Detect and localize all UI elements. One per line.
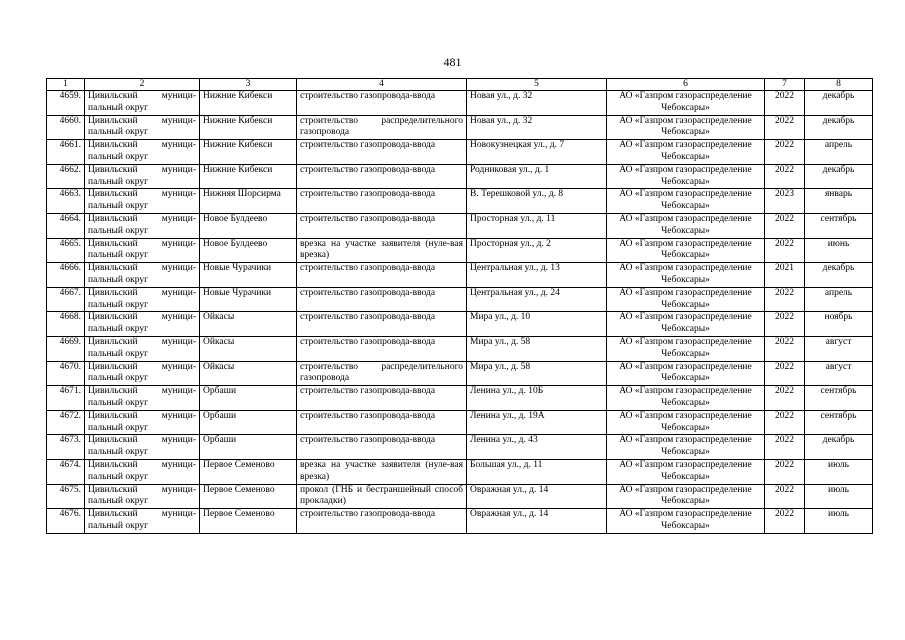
settlement-cell: Первое Семеново (200, 509, 297, 534)
address-cell: Просторная ул., д. 2 (467, 238, 607, 263)
row-number: 4675. (47, 484, 85, 509)
work-type-cell: строительство распределительного газопровода (297, 115, 467, 140)
month-cell: июль (805, 509, 873, 534)
row-number: 4670. (47, 361, 85, 386)
month-cell: сентябрь (805, 410, 873, 435)
row-number: 4660. (47, 115, 85, 140)
row-number: 4661. (47, 140, 85, 165)
organization-cell: АО «Газпром газораспределение Чебоксары» (607, 287, 765, 312)
organization-cell: АО «Газпром газораспределение Чебоксары» (607, 459, 765, 484)
work-type-cell: строительство газопровода-ввода (297, 164, 467, 189)
organization-cell: АО «Газпром газораспределение Чебоксары» (607, 410, 765, 435)
year-cell: 2022 (765, 287, 805, 312)
work-type-cell: строительство газопровода-ввода (297, 410, 467, 435)
district-cell: Цивильский муници-пальный округ (85, 336, 200, 361)
year-cell: 2022 (765, 213, 805, 238)
organization-cell: АО «Газпром газораспределение Чебоксары» (607, 263, 765, 288)
settlement-cell: Новое Булдеево (200, 213, 297, 238)
row-number: 4676. (47, 509, 85, 534)
row-number: 4668. (47, 312, 85, 337)
month-cell: август (805, 336, 873, 361)
row-number: 4665. (47, 238, 85, 263)
work-type-cell: строительство газопровода-ввода (297, 140, 467, 165)
organization-cell: АО «Газпром газораспределение Чебоксары» (607, 91, 765, 116)
settlement-cell: Новые Чурачики (200, 263, 297, 288)
table-row (47, 91, 873, 116)
organization-cell: АО «Газпром газораспределение Чебоксары» (607, 435, 765, 460)
district-cell: Цивильский муници-пальный округ (85, 361, 200, 386)
year-cell: 2022 (765, 140, 805, 165)
table-row (47, 115, 873, 140)
organization-cell: АО «Газпром газораспределение Чебоксары» (607, 509, 765, 534)
year-cell: 2022 (765, 312, 805, 337)
month-cell: июнь (805, 238, 873, 263)
address-cell: Новая ул., д. 32 (467, 115, 607, 140)
work-type-cell: врезка на участке заявителя (нуле-вая врезка) (297, 459, 467, 484)
district-cell: Цивильский муници-пальный округ (85, 287, 200, 312)
row-number: 4666. (47, 263, 85, 288)
district-cell: Цивильский муници-пальный округ (85, 459, 200, 484)
settlement-cell: Ойкасы (200, 336, 297, 361)
settlement-cell: Ойкасы (200, 312, 297, 337)
settlement-cell: Орбаши (200, 410, 297, 435)
district-cell: Цивильский муници-пальный округ (85, 164, 200, 189)
month-cell: декабрь (805, 263, 873, 288)
settlement-cell: Нижние Кибекси (200, 91, 297, 116)
district-cell: Цивильский муници-пальный округ (85, 312, 200, 337)
year-cell: 2022 (765, 91, 805, 116)
year-cell: 2022 (765, 164, 805, 189)
district-cell: Цивильский муници-пальный округ (85, 115, 200, 140)
month-cell: апрель (805, 287, 873, 312)
settlement-cell: Нижние Кибекси (200, 164, 297, 189)
work-type-cell: врезка на участке заявителя (нуле-вая врезка) (297, 238, 467, 263)
table-row (47, 312, 873, 337)
address-cell: В. Терешковой ул., д. 8 (467, 189, 607, 214)
district-cell: Цивильский муници-пальный округ (85, 189, 200, 214)
address-cell: Мира ул., д. 58 (467, 361, 607, 386)
month-cell: декабрь (805, 115, 873, 140)
table-row (47, 386, 873, 411)
work-type-cell: строительство газопровода-ввода (297, 287, 467, 312)
year-cell: 2023 (765, 189, 805, 214)
row-number: 4663. (47, 189, 85, 214)
year-cell: 2022 (765, 238, 805, 263)
settlement-cell: Нижняя Шорсирма (200, 189, 297, 214)
work-type-cell: строительство газопровода-ввода (297, 336, 467, 361)
row-number: 4667. (47, 287, 85, 312)
work-type-cell: строительство газопровода-ввода (297, 189, 467, 214)
table-row (47, 361, 873, 386)
column-header: 4 (297, 79, 467, 91)
address-cell: Овражная ул., д. 14 (467, 509, 607, 534)
month-cell: август (805, 361, 873, 386)
district-cell: Цивильский муници-пальный округ (85, 140, 200, 165)
table-body (47, 91, 873, 534)
column-header: 6 (607, 79, 765, 91)
table-row (47, 336, 873, 361)
row-number: 4659. (47, 91, 85, 116)
settlement-cell: Новое Булдеево (200, 238, 297, 263)
settlement-cell: Орбаши (200, 435, 297, 460)
row-number: 4669. (47, 336, 85, 361)
column-header: 8 (805, 79, 873, 91)
address-cell: Большая ул., д. 11 (467, 459, 607, 484)
address-cell: Ленина ул., д. 19А (467, 410, 607, 435)
work-type-cell: строительство газопровода-ввода (297, 509, 467, 534)
organization-cell: АО «Газпром газораспределение Чебоксары» (607, 115, 765, 140)
organization-cell: АО «Газпром газораспределение Чебоксары» (607, 336, 765, 361)
table-row (47, 459, 873, 484)
month-cell: июль (805, 459, 873, 484)
month-cell: сентябрь (805, 386, 873, 411)
table-row (47, 263, 873, 288)
work-type-cell: строительство газопровода-ввода (297, 312, 467, 337)
month-cell: январь (805, 189, 873, 214)
organization-cell: АО «Газпром газораспределение Чебоксары» (607, 238, 765, 263)
settlement-cell: Нижние Кибекси (200, 115, 297, 140)
work-type-cell: строительство распределительного газопровода (297, 361, 467, 386)
column-header: 3 (200, 79, 297, 91)
column-header: 5 (467, 79, 607, 91)
organization-cell: АО «Газпром газораспределение Чебоксары» (607, 140, 765, 165)
address-cell: Мира ул., д. 10 (467, 312, 607, 337)
organization-cell: АО «Газпром газораспределение Чебоксары» (607, 189, 765, 214)
month-cell: декабрь (805, 164, 873, 189)
district-cell: Цивильский муници-пальный округ (85, 386, 200, 411)
table-row (47, 410, 873, 435)
table-row (47, 213, 873, 238)
settlement-cell: Нижние Кибекси (200, 140, 297, 165)
settlement-cell: Орбаши (200, 386, 297, 411)
year-cell: 2022 (765, 386, 805, 411)
work-type-cell: строительство газопровода-ввода (297, 213, 467, 238)
district-cell: Цивильский муници-пальный округ (85, 509, 200, 534)
year-cell: 2022 (765, 336, 805, 361)
work-type-cell: строительство газопровода-ввода (297, 435, 467, 460)
table-row (47, 164, 873, 189)
year-cell: 2022 (765, 509, 805, 534)
address-cell: Новокузнецкая ул., д. 7 (467, 140, 607, 165)
row-number: 4673. (47, 435, 85, 460)
organization-cell: АО «Газпром газораспределение Чебоксары» (607, 213, 765, 238)
year-cell: 2022 (765, 459, 805, 484)
data-table (46, 78, 873, 534)
organization-cell: АО «Газпром газораспределение Чебоксары» (607, 484, 765, 509)
table-row (47, 140, 873, 165)
table-row (47, 509, 873, 534)
month-cell: декабрь (805, 435, 873, 460)
organization-cell: АО «Газпром газораспределение Чебоксары» (607, 361, 765, 386)
table-row (47, 189, 873, 214)
district-cell: Цивильский муници-пальный округ (85, 91, 200, 116)
settlement-cell: Новые Чурачики (200, 287, 297, 312)
address-cell: Центральная ул., д. 24 (467, 287, 607, 312)
address-cell: Ленина ул., д. 10Б (467, 386, 607, 411)
row-number: 4671. (47, 386, 85, 411)
row-number: 4664. (47, 213, 85, 238)
district-cell: Цивильский муници-пальный округ (85, 213, 200, 238)
settlement-cell: Первое Семеново (200, 459, 297, 484)
address-cell: Ленина ул., д. 43 (467, 435, 607, 460)
organization-cell: АО «Газпром газораспределение Чебоксары» (607, 164, 765, 189)
month-cell: апрель (805, 140, 873, 165)
work-type-cell: строительство газопровода-ввода (297, 91, 467, 116)
address-cell: Центральная ул., д. 13 (467, 263, 607, 288)
address-cell: Овражная ул., д. 14 (467, 484, 607, 509)
year-cell: 2022 (765, 484, 805, 509)
page-number: 481 (443, 55, 462, 69)
address-cell: Родниковая ул., д. 1 (467, 164, 607, 189)
table-row (47, 287, 873, 312)
year-cell: 2022 (765, 410, 805, 435)
year-cell: 2022 (765, 361, 805, 386)
header-row (47, 79, 873, 91)
column-header: 1 (47, 79, 85, 91)
address-cell: Мира ул., д. 58 (467, 336, 607, 361)
settlement-cell: Ойкасы (200, 361, 297, 386)
district-cell: Цивильский муници-пальный округ (85, 435, 200, 460)
address-cell: Новая ул., д. 32 (467, 91, 607, 116)
address-cell: Просторная ул., д. 11 (467, 213, 607, 238)
district-cell: Цивильский муници-пальный округ (85, 263, 200, 288)
work-type-cell: прокол (ГНБ и бестраншейный способ прокладки) (297, 484, 467, 509)
year-cell: 2021 (765, 263, 805, 288)
organization-cell: АО «Газпром газораспределение Чебоксары» (607, 312, 765, 337)
column-header: 7 (765, 79, 805, 91)
table-row (47, 484, 873, 509)
row-number: 4674. (47, 459, 85, 484)
table-row (47, 238, 873, 263)
column-header: 2 (85, 79, 200, 91)
organization-cell: АО «Газпром газораспределение Чебоксары» (607, 386, 765, 411)
row-number: 4672. (47, 410, 85, 435)
month-cell: сентябрь (805, 213, 873, 238)
year-cell: 2022 (765, 115, 805, 140)
district-cell: Цивильский муници-пальный округ (85, 484, 200, 509)
table-row (47, 435, 873, 460)
district-cell: Цивильский муници-пальный округ (85, 238, 200, 263)
row-number: 4662. (47, 164, 85, 189)
month-cell: июль (805, 484, 873, 509)
work-type-cell: строительство газопровода-ввода (297, 386, 467, 411)
year-cell: 2022 (765, 435, 805, 460)
work-type-cell: строительство газопровода-ввода (297, 263, 467, 288)
month-cell: декабрь (805, 91, 873, 116)
settlement-cell: Первое Семеново (200, 484, 297, 509)
month-cell: ноябрь (805, 312, 873, 337)
district-cell: Цивильский муници-пальный округ (85, 410, 200, 435)
